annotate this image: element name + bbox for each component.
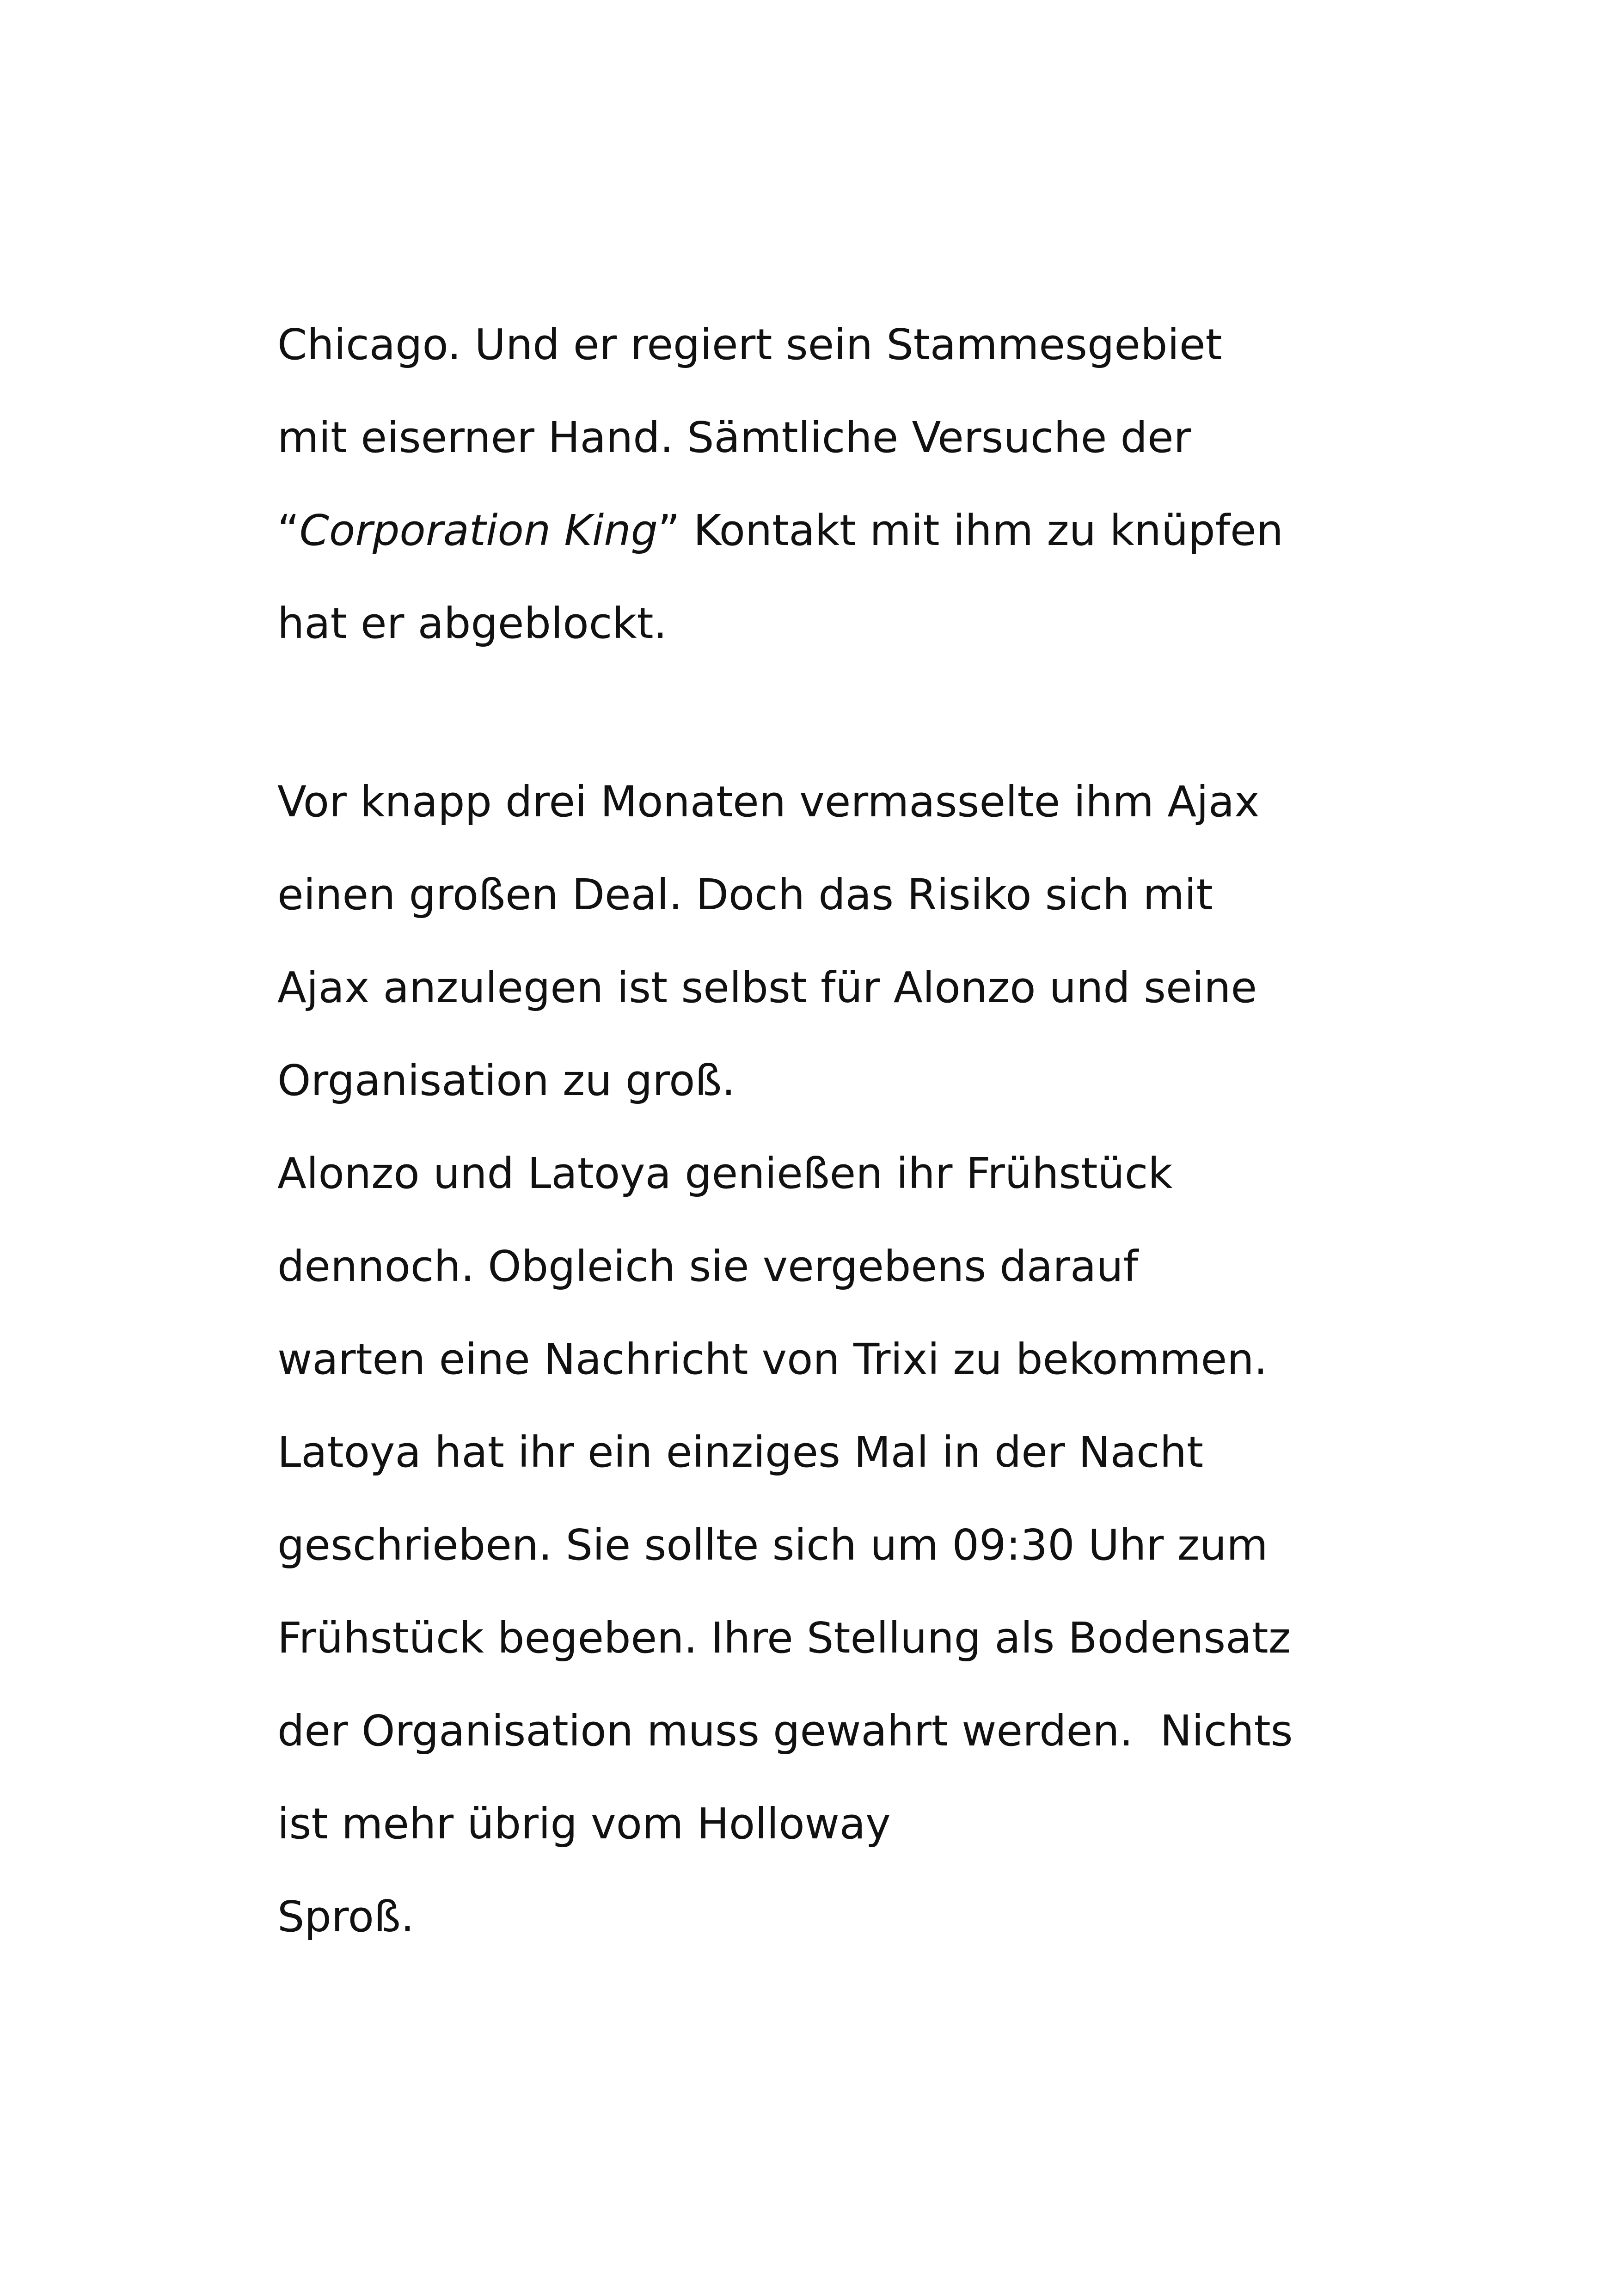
text-line: Chicago. Und er regiert sein Stammesgebiet xyxy=(277,320,1222,369)
open-quote: “ xyxy=(277,506,300,555)
text-line: einen großen Deal. Doch das Risiko sich mit xyxy=(277,870,1213,919)
text-line: dennoch. Obgleich sie vergebens darauf xyxy=(277,1242,1139,1291)
body-text xyxy=(277,298,1387,1963)
text-line: der Organisation muss gewahrt werden. Nichts xyxy=(277,1706,1293,1756)
line-rest: Kontakt mit ihm zu knüpfen xyxy=(680,506,1283,555)
text-line: Organisation zu groß. xyxy=(277,1056,735,1105)
text-line: Frühstück begeben. Ihre Stellung als Bodensatz xyxy=(277,1613,1291,1663)
paragraph-3 xyxy=(277,1127,1387,1963)
text-line: mit eiserner Hand. Sämtliche Versuche der xyxy=(277,413,1191,462)
text-line: warten eine Nachricht von Trixi zu bekommen. xyxy=(277,1335,1268,1384)
text-line: geschrieben. Sie sollte sich um 09:30 Uhr zum xyxy=(277,1520,1268,1570)
text-line: Latoya hat ihr ein einziges Mal in der Nacht xyxy=(277,1427,1204,1477)
paragraph-1 xyxy=(277,298,1387,670)
italic-title: Corporation King xyxy=(299,506,658,555)
close-quote: ” xyxy=(657,506,680,555)
text-line: Sproß. xyxy=(277,1892,415,1941)
text-line: Alonzo und Latoya genießen ihr Frühstück xyxy=(277,1149,1173,1198)
text-line: Ajax anzulegen ist selbst für Alonzo und seine xyxy=(277,963,1257,1012)
paragraph-2 xyxy=(277,755,1387,1127)
text-line: ist mehr übrig vom Holloway xyxy=(277,1799,891,1849)
text-line: hat er abgeblockt. xyxy=(277,599,667,648)
text-line xyxy=(277,484,1387,577)
paragraph-spacer xyxy=(277,670,1387,755)
text-line: Vor knapp drei Monaten vermasselte ihm Ajax xyxy=(277,777,1260,827)
